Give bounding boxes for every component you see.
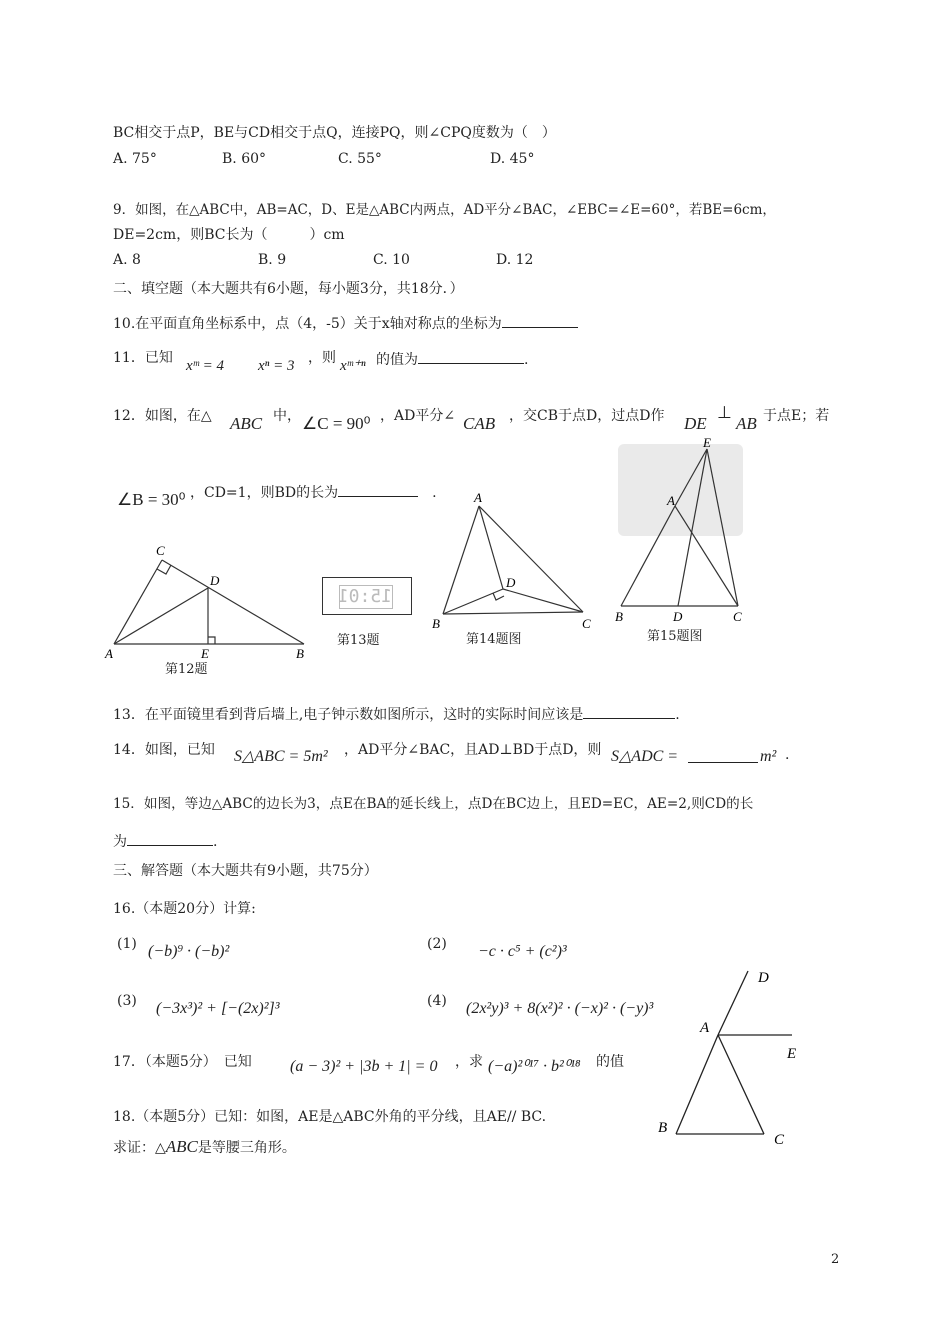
q14-period: . bbox=[785, 747, 790, 763]
q18-abc: ABC bbox=[165, 1137, 198, 1156]
q14-prefix: 14．如图，已知 bbox=[113, 742, 215, 758]
q12-mid1: 中， bbox=[273, 408, 301, 424]
q12-angle-b: ∠B = 30⁰ bbox=[117, 490, 186, 509]
q13-text: 13．在平面镜里看到背后墙上,电子钟示数如图所示，这时的实际时间应该是 bbox=[113, 707, 584, 723]
fig15-caption: 第15题图 bbox=[647, 629, 703, 644]
q16-expr-4: (2x²y)³ + 8(x²)² · (−x)² · (−y)³ bbox=[466, 1000, 654, 1017]
q12-line2-text: ，CD=1，则BD的长为 bbox=[190, 485, 339, 501]
q18-line2a: 求证：△ bbox=[113, 1140, 166, 1156]
q14-area-abc: S△ABC = 5m² bbox=[234, 748, 328, 765]
q15-blank bbox=[127, 831, 213, 846]
fig14-label-a: A bbox=[474, 490, 482, 505]
q14-mid: ，AD平分∠BAC，且AD⊥BD于点D，则 bbox=[344, 742, 602, 758]
fig18-side-ac bbox=[718, 1035, 764, 1134]
q14-blank bbox=[688, 762, 758, 763]
figure-12 bbox=[100, 540, 315, 660]
q8-option-b: B. 60° bbox=[222, 151, 267, 167]
fig14-label-c: C bbox=[582, 616, 591, 631]
q16-num-2: (2) bbox=[427, 936, 447, 952]
q14-unit: m² bbox=[760, 748, 777, 765]
fig14-label-d: D bbox=[506, 575, 516, 590]
q11-expr3: xᵐ⁺ⁿ bbox=[340, 358, 366, 374]
fig14-caption: 第14题图 bbox=[466, 632, 522, 647]
fig18-side-ab bbox=[676, 1035, 718, 1134]
q13: 13．在平面镜里看到背后墙上,电子钟示数如图所示，这时的实际时间应该是 . bbox=[113, 704, 680, 724]
section2-heading: 二、填空题（本大题共有6小题，每小题3分，共18分．） bbox=[113, 281, 464, 297]
q11-mid: ，则 bbox=[308, 350, 336, 366]
q9-line2: DE=2cm，则BC长为（ ）cm bbox=[113, 227, 345, 243]
figure-14 bbox=[425, 488, 600, 633]
q15-line1: 15．如图，等边△ABC的边长为3，点E在BA的延长线上，点D在BC边上，且ED=EC，AE=2,则CD的长 bbox=[113, 796, 754, 812]
q12-abc: ABC bbox=[230, 414, 263, 433]
q12-ab: AB bbox=[736, 414, 757, 433]
fig18-label-e: E bbox=[787, 1046, 797, 1062]
fig18-label-a: A bbox=[700, 1020, 710, 1036]
page-number: 2 bbox=[831, 1252, 840, 1267]
q16-expr-1: (−b)⁹ · (−b)² bbox=[148, 943, 230, 960]
q10 bbox=[113, 313, 578, 333]
fig18-label-d: D bbox=[758, 970, 769, 986]
fig14-segment-bd bbox=[443, 589, 503, 614]
q16-expr-3: (−3x³)² + [−(2x)²]³ bbox=[156, 1000, 280, 1017]
fig12-label-b: B bbox=[296, 646, 304, 660]
fig15-side-ba bbox=[621, 506, 675, 606]
q12-perp: ⊥ bbox=[717, 403, 732, 422]
fig14-label-b: B bbox=[432, 616, 440, 631]
q8-option-d: D. 45° bbox=[490, 151, 535, 167]
figure-18 bbox=[650, 962, 810, 1152]
q8-option-c: C. 55° bbox=[338, 151, 382, 167]
q12-line2: ，CD=1，则BD的长为 . bbox=[190, 482, 437, 502]
q11-expr1: xᵐ = 4 bbox=[186, 358, 225, 374]
fig12-label-a: A bbox=[105, 646, 113, 660]
section3-heading: 三、解答题（本大题共有9小题，共75分） bbox=[113, 863, 378, 879]
figure-15 bbox=[605, 436, 755, 631]
q11-suffix-text: 的值为 bbox=[376, 352, 418, 368]
q9-option-b: B. 9 bbox=[258, 252, 287, 268]
q14-area-adc: S△ADC = bbox=[611, 748, 679, 765]
q9-option-c: C. 10 bbox=[373, 252, 410, 268]
q9-option-d: D. 12 bbox=[496, 252, 534, 268]
q12-de: DE bbox=[684, 414, 707, 433]
q17-suffix: 的值 bbox=[596, 1054, 624, 1070]
q11-expr2: xⁿ = 3 bbox=[258, 358, 295, 374]
q15-line2-text: 为 bbox=[113, 834, 127, 850]
fig12-caption: 第12题 bbox=[165, 662, 208, 677]
q8-stem: BC相交于点P，BE与CD相交于点Q，连接PQ，则∠CPQ度数为（ ） bbox=[113, 125, 556, 141]
fig12-right-angle-e bbox=[208, 637, 215, 644]
q16-num-3: (3) bbox=[117, 993, 137, 1009]
fig15-label-c: C bbox=[733, 609, 742, 624]
q11-blank bbox=[418, 349, 524, 364]
q13-blank bbox=[583, 704, 675, 719]
q12-mid2: ，AD平分∠ bbox=[380, 408, 456, 424]
q8-option-a: A. 75° bbox=[113, 151, 157, 167]
q18-line1: 18.（本题5分）已知：如图，AE是△ABC外角的平分线，且AE// BC. bbox=[113, 1109, 547, 1125]
q9-option-a: A. 8 bbox=[113, 252, 141, 268]
q12-cab: CAB bbox=[463, 414, 496, 433]
fig14-right-angle-d bbox=[493, 593, 504, 600]
fig15-label-d: D bbox=[673, 609, 683, 624]
q12-suffix: 于点E；若 bbox=[763, 408, 830, 424]
q9-line1: 9．如图，在△ABC中，AB=AC，D、E是△ABC内两点，AD平分∠BAC，∠EBC=∠E=60°，若BE=6cm， bbox=[113, 202, 776, 218]
fig12-label-d: D bbox=[210, 573, 220, 588]
clock-display: 15:01 bbox=[337, 586, 392, 607]
fig12-right-angle-c bbox=[157, 565, 171, 574]
fig12-side-ca bbox=[114, 560, 162, 644]
q10-text: 10.在平面直角坐标系中，点（4，-5）关于x轴对称点的坐标为 bbox=[113, 316, 502, 332]
fig12-bisector-ad bbox=[114, 588, 208, 644]
q12-blank bbox=[338, 482, 418, 497]
fig14-side-ab bbox=[443, 506, 479, 614]
fig12-label-e: E bbox=[201, 646, 209, 660]
q16-expr-2: −c · c⁵ + (c²)³ bbox=[478, 943, 567, 960]
fig15-segment-ed bbox=[678, 449, 707, 606]
q16-num-4: (4) bbox=[427, 993, 447, 1009]
q12-prefix: 12．如图，在△ bbox=[113, 408, 212, 424]
fig14-side-bc bbox=[443, 612, 583, 614]
q17-target: (−a)²⁰¹⁷ · b²⁰¹⁸ bbox=[488, 1058, 581, 1075]
q16-num-1: (1) bbox=[117, 936, 137, 952]
q11-prefix: 11．已知 bbox=[113, 350, 173, 366]
fig12-label-c: C bbox=[156, 543, 165, 558]
figure-13-clock bbox=[322, 577, 412, 615]
q12-angle-c: ∠C = 90⁰ bbox=[302, 414, 371, 433]
fig18-label-b: B bbox=[658, 1120, 668, 1136]
fig15-label-a: A bbox=[667, 493, 675, 508]
q15-line2: 为 . bbox=[113, 831, 217, 851]
fig18-label-c: C bbox=[774, 1132, 785, 1148]
fig15-label-b: B bbox=[615, 609, 623, 624]
fig13-caption: 第13题 bbox=[337, 633, 380, 648]
q17-mid: ，求 bbox=[455, 1054, 483, 1070]
q10-blank bbox=[502, 313, 578, 328]
q11-suffix: 的值为 . bbox=[376, 349, 528, 369]
fig18-extension-ad bbox=[718, 971, 748, 1035]
q16-title: 16.（本题20分）计算: bbox=[113, 901, 256, 917]
fig15-label-e: E bbox=[703, 436, 711, 450]
q18-line2b: 是等腰三角形。 bbox=[197, 1140, 296, 1156]
q18-line2 bbox=[113, 1138, 296, 1157]
q17-condition: (a − 3)² + |3b + 1| = 0 bbox=[290, 1058, 438, 1075]
fig12-side-cb bbox=[162, 560, 304, 644]
q12-mid3: ，交CB于点D，过点D作 bbox=[509, 408, 665, 424]
q17-prefix: 17．（本题5分） 已知 bbox=[113, 1054, 252, 1070]
